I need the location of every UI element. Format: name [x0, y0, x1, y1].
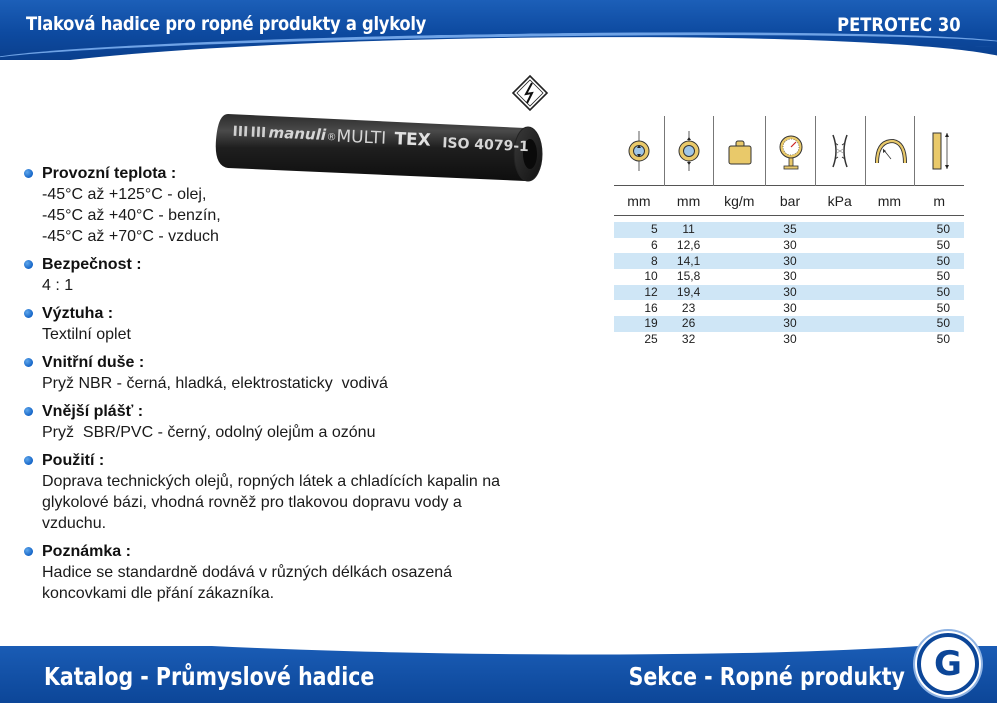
bullet-icon	[24, 260, 33, 269]
cell-pressure: 30	[783, 300, 797, 315]
spec-item-note	[24, 542, 584, 604]
cell-inner-diameter: 8	[651, 253, 658, 268]
bullet-icon	[24, 456, 33, 465]
dimensions-table	[614, 116, 964, 348]
cell-length: 50	[936, 238, 951, 253]
table-row	[614, 332, 964, 348]
catalog-title: Katalog - Průmyslové hadice	[44, 662, 375, 691]
cell-pressure: 30	[783, 269, 797, 284]
spec-label: Provozní teplota :	[42, 165, 177, 182]
svg-text:manuli: manuli	[268, 123, 327, 144]
spec-line: -45°C až +125°C - olej,	[42, 186, 207, 203]
vacuum-icon	[815, 116, 865, 186]
cell-outer-diameter: 32	[681, 332, 696, 347]
footer-swoosh	[0, 646, 997, 659]
spec-line: Pryž SBR/PVC - černý, odolný olejům a ozónu	[42, 424, 376, 441]
spec-label: Vnější plášť :	[42, 403, 144, 420]
cell-inner-diameter: 12	[644, 285, 658, 300]
cell-outer-diameter: 15,8	[676, 269, 701, 284]
table-row	[614, 238, 964, 254]
cell-pressure: 30	[783, 316, 797, 331]
inner-diameter-icon	[614, 116, 664, 186]
cell-length: 50	[936, 332, 951, 347]
cell-length: 50	[936, 269, 951, 284]
spec-item-temperature	[24, 164, 584, 247]
unit-label: m	[933, 192, 945, 209]
spec-line: Textilní oplet	[42, 326, 131, 343]
spec-item-reinforcement	[24, 304, 584, 345]
spec-line: vzduchu.	[42, 515, 107, 532]
product-name: PETROTEC 30	[837, 14, 961, 36]
svg-text:MULTI: MULTI	[336, 126, 387, 149]
spec-list	[24, 164, 584, 612]
page-title: Tlaková hadice pro ropné produkty a glykoly	[26, 13, 427, 35]
cell-outer-diameter: 12,6	[676, 238, 701, 253]
electrostatic-warning-icon	[511, 74, 549, 112]
length-icon	[914, 116, 964, 186]
spec-line: 4 : 1	[42, 277, 74, 294]
svg-text:®: ®	[326, 132, 337, 144]
cell-outer-diameter: 14,1	[676, 253, 701, 268]
cell-length: 50	[936, 253, 951, 268]
spec-item-safety	[24, 255, 584, 296]
bullet-icon	[24, 309, 33, 318]
pressure-gauge-icon	[765, 116, 815, 186]
outer-diameter-icon	[664, 116, 714, 186]
spec-label: Použití :	[42, 452, 105, 469]
table-row	[614, 269, 964, 285]
table-row	[614, 300, 964, 316]
cell-outer-diameter: 26	[681, 316, 696, 331]
unit-label: kPa	[827, 192, 852, 209]
cell-inner-diameter: 16	[644, 300, 658, 315]
cell-inner-diameter: 10	[644, 269, 658, 284]
cell-length: 50	[936, 222, 951, 237]
cell-inner-diameter: 5	[651, 222, 658, 237]
bullet-icon	[24, 358, 33, 367]
table-body	[614, 222, 964, 348]
spec-label: Vnitřní duše :	[42, 354, 145, 371]
cell-length: 50	[936, 316, 951, 331]
cell-inner-diameter: 6	[651, 238, 658, 253]
table-row	[614, 285, 964, 301]
table-header-row	[614, 186, 964, 216]
spec-label: Výztuha :	[42, 305, 114, 322]
svg-text:III: III	[250, 124, 267, 142]
unit-label: kg/m	[724, 192, 755, 209]
cell-outer-diameter: 19,4	[676, 285, 701, 300]
cell-pressure: 30	[783, 332, 797, 347]
unit-label: mm	[877, 192, 902, 209]
unit-label: mm	[627, 192, 651, 209]
cell-outer-diameter: 23	[681, 300, 696, 315]
unit-label: mm	[676, 192, 701, 209]
cell-inner-diameter: 25	[644, 332, 658, 347]
cell-pressure: 30	[783, 253, 797, 268]
spec-label: Bezpečnost :	[42, 256, 142, 273]
table-row	[614, 222, 964, 238]
cell-pressure: 30	[783, 285, 797, 300]
spec-line: -45°C až +70°C - vzduch	[42, 228, 219, 245]
spec-item-cover	[24, 402, 584, 443]
cell-length: 50	[936, 285, 951, 300]
svg-text:TEX: TEX	[393, 129, 432, 151]
bend-radius-icon	[865, 116, 915, 186]
cell-outer-diameter: 11	[682, 222, 695, 237]
footer-bar	[0, 646, 997, 703]
table-icon-row	[614, 116, 964, 186]
header-bar	[0, 0, 997, 60]
cell-length: 50	[936, 300, 951, 315]
bullet-icon	[24, 169, 33, 178]
spec-line: Doprava technických olejů, ropných látek a chladících kapalin na	[42, 473, 501, 490]
spec-line: koncovkami dle přání zákazníka.	[42, 585, 275, 602]
cell-inner-diameter: 19	[644, 316, 658, 331]
table-row	[614, 253, 964, 269]
cell-pressure: 35	[783, 222, 797, 237]
spec-line: Hadice se standardně dodává v různých délkách osazená	[42, 564, 453, 581]
spec-line: -45°C až +40°C - benzín,	[42, 207, 221, 224]
spec-item-inner-tube	[24, 353, 584, 394]
section-title: Sekce - Ropné produkty	[628, 662, 905, 691]
spec-item-application	[24, 451, 584, 534]
svg-text:ISO 4079-1: ISO 4079-1	[441, 135, 530, 156]
cell-pressure: 30	[783, 238, 797, 253]
bullet-icon	[24, 547, 33, 556]
table-row	[614, 316, 964, 332]
spec-line: glykolové bázi, vhodná rovněž pro tlakovou dopravu vody a	[42, 494, 462, 511]
weight-icon	[713, 116, 765, 186]
section-badge: G	[917, 633, 979, 695]
spec-line: Pryž NBR - černá, hladká, elektrostaticky vodivá	[42, 375, 388, 392]
svg-text:III: III	[232, 123, 249, 141]
unit-label: bar	[779, 192, 801, 209]
spec-label: Poznámka :	[42, 543, 131, 560]
bullet-icon	[24, 407, 33, 416]
